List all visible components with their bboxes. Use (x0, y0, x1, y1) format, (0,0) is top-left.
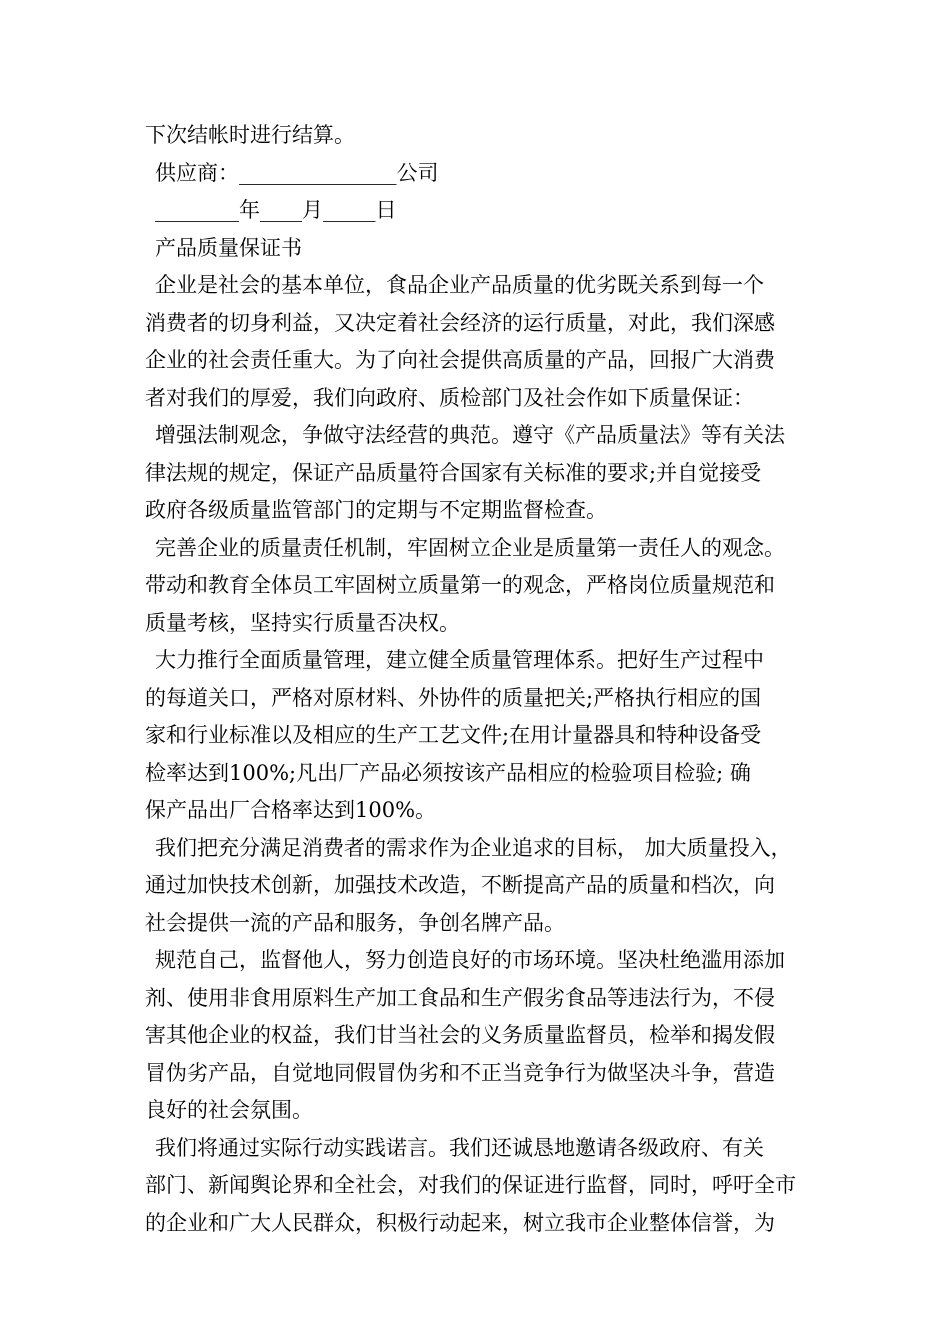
text-line: 消费者的切身利益，又决定着社会经济的运行质量，对此，我们深感 (145, 310, 775, 335)
text-line: 社会提供一流的产品和服务，争创名牌产品。 (145, 910, 565, 935)
document-page (145, 117, 825, 1242)
text-line: 检率达到100%;凡出厂产品必须按该产品相应的检验项目检验; 确 (145, 760, 751, 785)
text-line: 质量考核，坚持实行质量否决权。 (145, 610, 460, 635)
text-line: 家和行业标准以及相应的生产工艺文件;在用计量器具和特种设备受 (145, 723, 762, 747)
text-line: 冒伪劣产品，自觉地同假冒伪劣和不正当竞争行为做坚决斗争，营造 (145, 1060, 775, 1085)
text-line: 完善企业的质量责任机制，牢固树立企业是质量第一责任人的观念。 (155, 535, 785, 560)
text-line: 通过加快技术创新，加强技术改造，不断提高产品的质量和档次，向 (145, 873, 775, 897)
text-line: 大力推行全面质量管理，建立健全质量管理体系。把好生产过程中 (155, 648, 764, 672)
text-line: 律法规的规定，保证产品质量符合国家有关标准的要求;并自觉接受 (145, 460, 762, 485)
text-line: 害其他企业的权益，我们甘当社会的义务质量监督员，检举和揭发假 (145, 1023, 775, 1047)
text-line: 保产品出厂合格率达到100%。 (145, 798, 437, 822)
text-line: 企业的社会责任重大。为了向社会提供高质量的产品，回报广大消费 (145, 348, 775, 372)
text-line: 下次结帐时进行结算。 (145, 123, 355, 147)
document-title: 产品质量保证书 (155, 235, 302, 260)
text-line: 增强法制观念，争做守法经营的典范。遵守《产品质量法》等有关法 (155, 423, 785, 447)
text-line: 剂、使用非食用原料生产加工食品和生产假劣食品等违法行为，不侵 (145, 985, 775, 1010)
text-line: 我们将通过实际行动实践诺言。我们还诚恳地邀请各级政府、有关 (155, 1135, 764, 1160)
text-line: 部门、新闻舆论界和全社会，对我们的保证进行监督，同时，呼吁全市 (145, 1173, 796, 1197)
text-line: 规范自己，监督他人，努力创造良好的市场环境。坚决杜绝滥用添加 (155, 948, 785, 972)
text-line: 的企业和广大人民群众，积极行动起来，树立我市企业整体信誉，为 (145, 1210, 775, 1235)
text-line: 者对我们的厚爱，我们向政府、质检部门及社会作如下质量保证： (145, 385, 754, 410)
text-line: 企业是社会的基本单位，食品企业产品质量的优劣既关系到每一个 (155, 273, 764, 297)
text-line: 的每道关口，严格对原材料、外协件的质量把关;严格执行相应的国 (145, 685, 762, 710)
text-line: 良好的社会氛围。 (145, 1098, 313, 1122)
text-line: 带动和教育全体员工牢固树立质量第一的观念，严格岗位质量规范和 (145, 573, 775, 597)
text-line: 政府各级质量监管部门的定期与不定期监督检查。 (145, 498, 607, 522)
text-line: 供应商：_______________公司 (155, 160, 439, 185)
text-line: ________年____月_____日 (155, 198, 397, 222)
text-line: 我们把充分满足消费者的需求作为企业追求的目标， 加大质量投入， (155, 835, 792, 860)
